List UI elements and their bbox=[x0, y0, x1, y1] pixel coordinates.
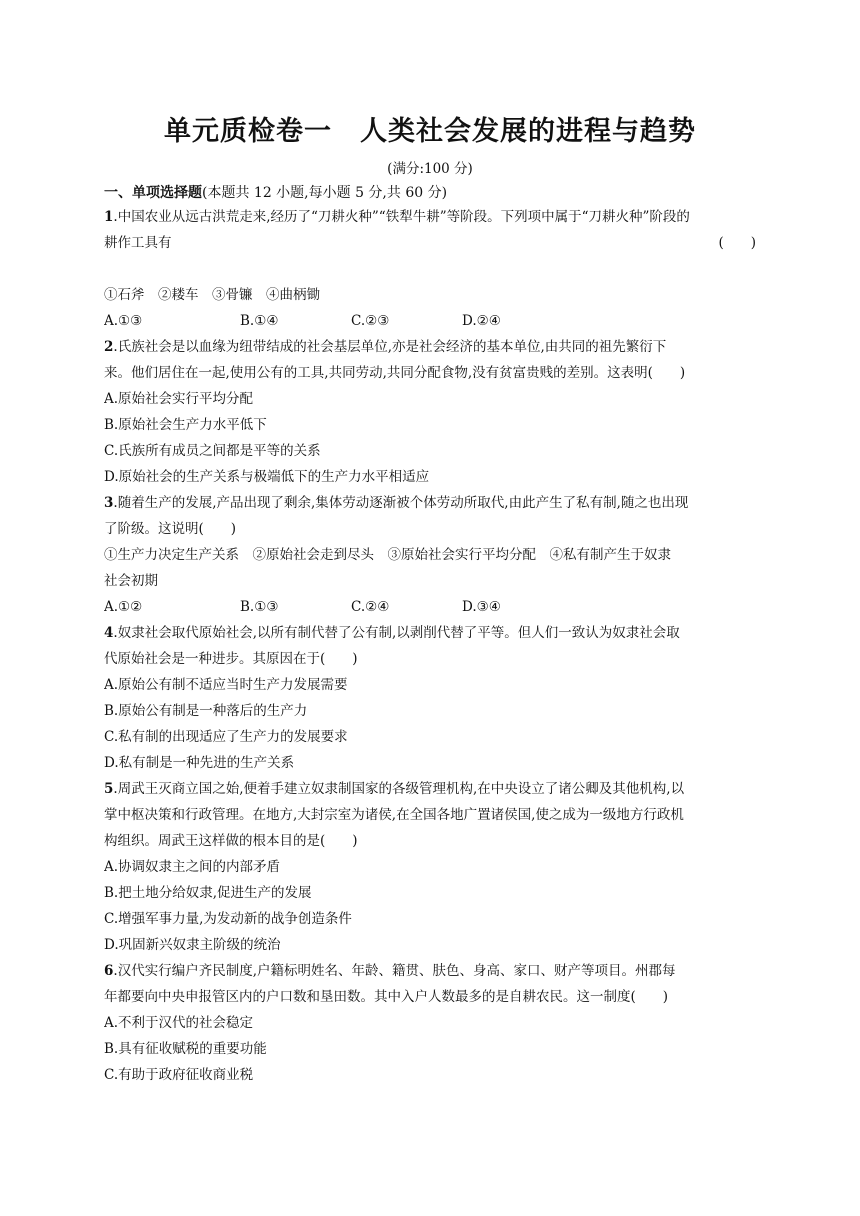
option-d[interactable]: D.②④ bbox=[462, 313, 501, 329]
option-a[interactable]: A.原始社会实行平均分配 bbox=[104, 391, 254, 407]
question-1 bbox=[104, 204, 756, 334]
question-number: 1 bbox=[104, 209, 114, 225]
question-number: 6 bbox=[104, 963, 114, 979]
option-d[interactable]: D.私有制是一种先进的生产关系 bbox=[104, 755, 295, 771]
option-d[interactable]: D.巩固新兴奴隶主阶级的统治 bbox=[104, 937, 281, 953]
question-text: 耕作工具有 ( ) bbox=[104, 230, 756, 256]
options-row bbox=[104, 594, 756, 620]
question-text: 3.随着生产的发展,产品出现了剩余,集体劳动逐渐被个体劳动所取代,由此产生了私有制,随之也出现 bbox=[104, 495, 689, 511]
question-text: 年都要向中央申报管区内的户口数和垦田数。其中入户人数最多的是自耕农民。这一制度( ) bbox=[104, 989, 669, 1005]
question-2 bbox=[104, 334, 756, 490]
option-a[interactable]: A.原始公有制不适应当时生产力发展需要 bbox=[104, 677, 348, 693]
option-b[interactable]: B.原始社会生产力水平低下 bbox=[104, 417, 267, 433]
question-number: 3 bbox=[104, 495, 114, 511]
option-b[interactable]: B.①③ bbox=[240, 599, 279, 615]
option-c[interactable]: C.增强军事力量,为发动新的战争创造条件 bbox=[104, 911, 352, 927]
question-text: 代原始社会是一种进步。其原因在于( ) bbox=[104, 651, 358, 667]
option-c[interactable]: C.氏族所有成员之间都是平等的关系 bbox=[104, 443, 321, 459]
question-number: 5 bbox=[104, 781, 114, 797]
option-b[interactable]: B.原始公有制是一种落后的生产力 bbox=[104, 703, 308, 719]
question-5 bbox=[104, 776, 756, 958]
option-c[interactable]: C.②④ bbox=[351, 599, 390, 615]
question-3 bbox=[104, 490, 756, 620]
options-row bbox=[104, 308, 756, 334]
full-score-note: (满分:100 分) bbox=[387, 161, 473, 177]
option-b[interactable]: B.具有征收赋税的重要功能 bbox=[104, 1041, 267, 1057]
question-text: 掌中枢决策和行政管理。在地方,大封宗室为诸侯,在全国各地广置诸侯国,使之成为一级地方行政机 bbox=[104, 807, 684, 823]
question-text: 2.氏族社会是以血缘为纽带结成的社会基层单位,亦是社会经济的基本单位,由共同的祖先繁衍下 bbox=[104, 339, 667, 355]
question-text: 构组织。周武王这样做的根本目的是( ) bbox=[104, 833, 358, 849]
option-a[interactable]: A.不利于汉代的社会稳定 bbox=[104, 1015, 254, 1031]
question-text: 1.中国农业从远古洪荒走来,经历了“刀耕火种”“铁犁牛耕”等阶段。下列项中属于“刀耕火种”阶段的 bbox=[104, 209, 690, 225]
question-text: 5.周武王灭商立国之始,便着手建立奴隶制国家的各级管理机构,在中央设立了诸公卿及其他机构,以 bbox=[104, 781, 685, 797]
question-number: 2 bbox=[104, 339, 114, 355]
section-heading bbox=[104, 182, 756, 204]
page-title: 单元质检卷一 人类社会发展的进程与趋势 bbox=[164, 116, 696, 147]
option-a[interactable]: A.协调奴隶主之间的内部矛盾 bbox=[104, 859, 281, 875]
question-items: ①生产力决定生产关系 ②原始社会走到尽头 ③原始社会实行平均分配 ④私有制产生于奴隶 bbox=[104, 547, 671, 563]
exam-page bbox=[104, 112, 756, 1088]
option-c[interactable]: C.私有制的出现适应了生产力的发展要求 bbox=[104, 729, 348, 745]
option-d[interactable]: D.原始社会的生产关系与极端低下的生产力水平相适应 bbox=[104, 469, 430, 485]
option-c[interactable]: C.②③ bbox=[351, 313, 390, 329]
question-text: 6.汉代实行编户齐民制度,户籍标明姓名、年龄、籍贯、肤色、身高、家口、财产等项目。州郡每 bbox=[104, 963, 676, 979]
option-c[interactable]: C.有助于政府征收商业税 bbox=[104, 1067, 254, 1083]
option-a[interactable]: A.①② bbox=[104, 599, 143, 615]
question-text: 了阶级。这说明( ) bbox=[104, 521, 237, 537]
section-title: 一、单项选择题 bbox=[104, 185, 202, 201]
option-d[interactable]: D.③④ bbox=[462, 599, 501, 615]
option-a[interactable]: A.①③ bbox=[104, 313, 143, 329]
option-b[interactable]: B.把土地分给奴隶,促进生产的发展 bbox=[104, 885, 312, 901]
question-4 bbox=[104, 620, 756, 776]
answer-bracket: ( ) bbox=[718, 235, 756, 251]
question-items: 社会初期 bbox=[104, 573, 158, 589]
section-note: (本题共 12 小题,每小题 5 分,共 60 分) bbox=[202, 185, 448, 201]
question-number: 4 bbox=[104, 625, 114, 641]
question-text: 4.奴隶社会取代原始社会,以所有制代替了公有制,以剥削代替了平等。但人们一致认为奴隶社会取 bbox=[104, 625, 680, 641]
question-6 bbox=[104, 958, 756, 1088]
question-text: 来。他们居住在一起,使用公有的工具,共同劳动,共同分配食物,没有贫富贵贱的差别。这表明( ) bbox=[104, 365, 686, 381]
question-items: ①石斧 ②耧车 ③骨镰 ④曲柄锄 bbox=[104, 287, 320, 303]
option-b[interactable]: B.①④ bbox=[240, 313, 279, 329]
